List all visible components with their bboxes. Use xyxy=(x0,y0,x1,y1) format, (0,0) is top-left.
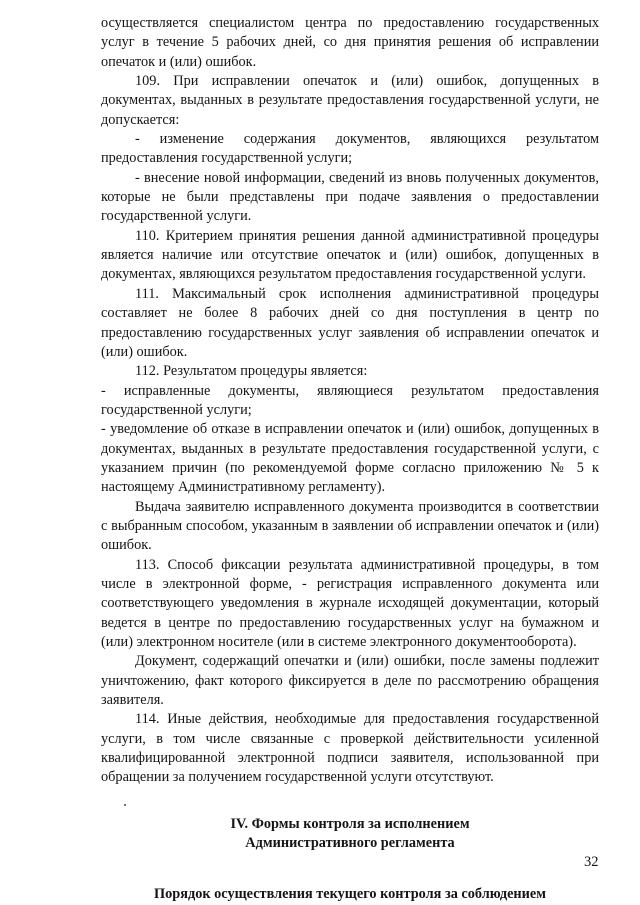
list-item-change-content: - изменение содержания документов, являющихся результатом предоставления государственной услуги; xyxy=(101,131,599,167)
subheading: Порядок осуществления текущего контроля за соблюдением xyxy=(154,885,546,902)
page-number: 32 xyxy=(584,854,599,870)
paragraph-issuance: Выдача заявителю исправленного документа производится в соответствии с выбранным способом, указанным в заявлении об исправлении опечаток и (или) ошибок. xyxy=(101,498,599,554)
scan-speck xyxy=(124,804,126,806)
paragraph-110: 110. Критерием принятия решения данной административной процедуры является наличие или отсутствие опечаток и (или) ошибок, допущенных в документах, являющихся результатом предоставления государственной услуги. xyxy=(101,227,599,283)
section-heading-line1: IV. Формы контроля за исполнением xyxy=(230,815,470,832)
paragraph-114: 114. Иные действия, необходимые для предоставления государственной услуги, в том числе связанные с проверкой действительности усиленной квалифицированной электронной подписи заявителя, использованной при обращении за получением государственной услуги отсутствуют. xyxy=(101,711,599,786)
list-item-corrected-documents: - исправленные документы, являющиеся результатом предоставления государственной услуги; xyxy=(101,382,599,418)
list-item-refusal-notice: - уведомление об отказе в исправлении опечаток и (или) ошибок, допущенных в документах, выданных в результате предоставления государственной услуги, с указанием причин (по рекомендуемой форме согласно приложению № 5 к настоящему Административному регламенту). xyxy=(101,421,599,496)
section-heading-line2: Административного регламента xyxy=(245,835,455,852)
paragraph-112: 112. Результатом процедуры является: xyxy=(135,363,368,380)
document-body xyxy=(101,14,599,904)
list-item-new-information: - внесение новой информации, сведений из вновь полученных документов, которые не были представлены при подаче заявления о предоставлении государственной услуги. xyxy=(101,169,599,225)
paragraph-111: 111. Максимальный срок исполнения административной процедуры составляет не более 8 рабочих дней со дня поступления в центр по предоставлению государственных услуг заявления об исправлении опечаток и (или) ошибок. xyxy=(101,285,599,360)
paragraph-113: 113. Способ фиксации результата административной процедуры, в том числе в электронной форме, - регистрация исправленного документа или соответствующего уведомления в журнале исходящей документации, который ведется в центре по предоставлению государственных услуг на бумажном и (или) электронном носителе (или в системе электронного документооборота). xyxy=(101,556,599,650)
paragraph-continuation: осуществляется специалистом центра по предоставлению государственных услуг в течение 5 рабочих дней, со дня принятия решения об исправлении опечаток и (или) ошибок. xyxy=(101,15,599,70)
paragraph-document-destruction: Документ, содержащий опечатки и (или) ошибки, после замены подлежит уничтожению, факт которого фиксируется в деле по рассмотрению обращения заявителя. xyxy=(101,653,599,709)
paragraph-109: 109. При исправлении опечаток и (или) ошибок, допущенных в документах, выданных в результате предоставления государственной услуги, не допускается: xyxy=(101,73,599,128)
